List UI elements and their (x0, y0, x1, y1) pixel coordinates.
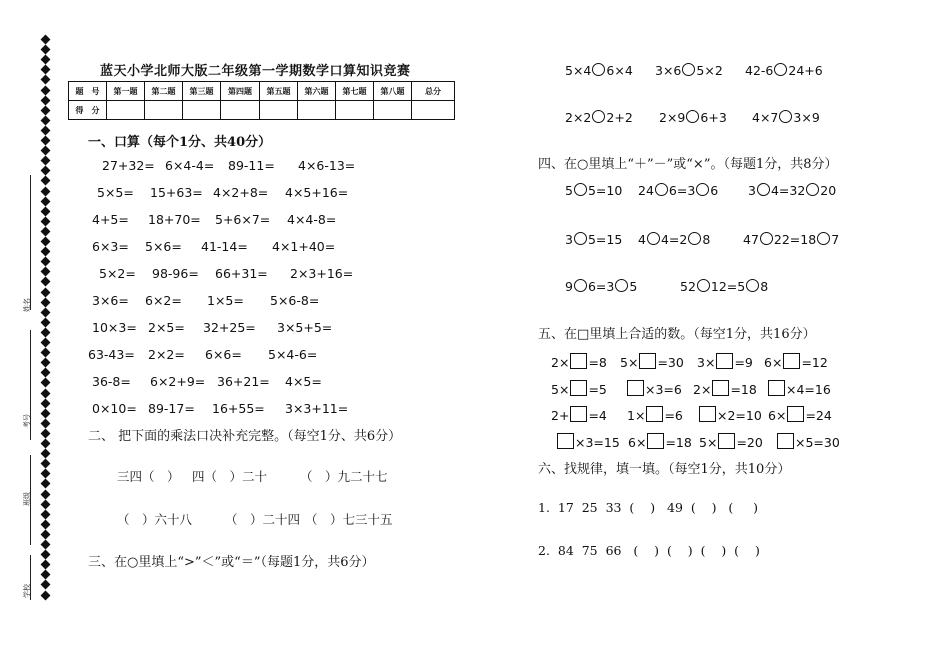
calc-problem: 63-43= (88, 347, 135, 362)
binding-diamond-icon (41, 257, 51, 267)
compare-right: 6×4 (606, 63, 633, 78)
operator-term: 5=15 (587, 232, 623, 247)
compare-left: 2×2 (565, 110, 592, 125)
calc-problem: 10×3= (92, 320, 137, 335)
answer-box[interactable] (646, 406, 663, 422)
answer-circle[interactable] (574, 232, 587, 245)
fill-term: =20 (736, 435, 763, 450)
fill-term: =24 (805, 408, 832, 423)
binding-diamond-icon (41, 166, 51, 176)
binding-diamond-icon (41, 247, 51, 257)
fill-term: 5× (620, 355, 639, 370)
answer-box[interactable] (768, 380, 785, 396)
sec2-item: 三四（ ） (117, 469, 180, 484)
compare-left: 42-6 (745, 63, 774, 78)
calc-problem: 2×3+16= (290, 266, 354, 281)
binding-diamond-icon (41, 378, 51, 388)
binding-diamond-icon (41, 590, 51, 600)
compare-problem (659, 110, 727, 125)
binding-diamond-icon (41, 125, 51, 135)
answer-box[interactable] (712, 380, 729, 396)
fill-term: ×4=16 (786, 382, 831, 397)
fill-term: =18 (665, 435, 692, 450)
calc-problem: 6×6= (205, 347, 242, 362)
sec4-heading: 四、在○里填上“＋”－”或“×”。（每题1分，共8分） (538, 157, 838, 172)
binding-diamond-icon (41, 570, 51, 580)
binding-diamond-icon (41, 115, 51, 125)
fill-box-problem (693, 380, 757, 397)
binding-diamond-icon (41, 560, 51, 570)
fill-box-problem (767, 380, 831, 397)
page-title: 蓝天小学北师大版二年级第一学期数学口算知识竞赛 (100, 64, 411, 79)
fill-box-problem (627, 406, 683, 423)
answer-box[interactable] (783, 353, 800, 369)
calc-problem: 5+6×7= (215, 212, 271, 227)
fill-box-problem (556, 433, 620, 450)
operator-term: 5=10 (587, 183, 623, 198)
operator-problem (743, 232, 839, 247)
operator-term: 24 (638, 183, 654, 198)
calc-problem: 4×1+40= (272, 239, 336, 254)
fill-term: ×3=15 (575, 435, 620, 450)
answer-circle[interactable] (686, 110, 699, 123)
answer-box[interactable] (639, 353, 656, 369)
binding-diamond-icon (41, 398, 51, 408)
fill-term: =8 (588, 355, 607, 370)
fill-box-problem (620, 353, 684, 370)
fill-box-problem (626, 380, 682, 397)
answer-box[interactable] (570, 380, 587, 396)
calc-problem: 0×10= (92, 401, 137, 416)
calc-problem: 4×2+8= (213, 185, 269, 200)
operator-term: 8 (702, 232, 711, 247)
score-row-label: 得 分 (69, 101, 107, 120)
binding-diamond-icon (41, 85, 51, 95)
sec2-item: （ ）九二十七 (300, 469, 388, 484)
binding-diamond-icon (41, 156, 51, 166)
compare-left: 3×6 (655, 63, 682, 78)
answer-circle[interactable] (615, 279, 628, 292)
answer-box[interactable] (647, 433, 664, 449)
operator-term: 20 (820, 183, 837, 198)
operator-term: 3 (565, 232, 573, 247)
side-label-class: 班级 (23, 492, 31, 506)
score-header-cell: 第四题 (221, 82, 260, 101)
answer-circle[interactable] (655, 183, 668, 196)
calc-problem: 89-17= (148, 401, 195, 416)
binding-diamond-icon (41, 136, 51, 146)
score-header-cell: 第三题 (183, 82, 221, 101)
fill-term: 3× (697, 355, 716, 370)
score-cell[interactable] (183, 101, 221, 120)
compare-problem (745, 63, 823, 78)
calc-problem: 66+31= (215, 266, 268, 281)
sec6-line1: 1. 17 25 33 ( ) 49 ( ) ( ) (538, 500, 759, 515)
operator-term: 8 (760, 279, 769, 294)
answer-circle[interactable] (757, 183, 770, 196)
binding-diamond-icon (41, 216, 51, 226)
binding-diamond-icon (41, 75, 51, 85)
answer-box[interactable] (570, 353, 587, 369)
binding-diamond-icon (41, 439, 51, 449)
fill-term: =12 (801, 355, 828, 370)
calc-problem: 16+55= (212, 401, 265, 416)
calc-problem: 89-11= (228, 158, 275, 173)
score-cell[interactable] (412, 101, 455, 120)
sec5-heading: 五、在□里填上合适的数。（每空1分，共16分） (538, 327, 816, 342)
binding-diamond-icon (41, 45, 51, 55)
calc-problem: 4×4-8= (287, 212, 337, 227)
answer-circle[interactable] (697, 279, 710, 292)
fill-box-problem (776, 433, 840, 450)
compare-right: 2+2 (606, 110, 633, 125)
binding-diamond-icon (41, 348, 51, 358)
calc-problem: 41-14= (201, 239, 248, 254)
binding-diamond-icon (41, 55, 51, 65)
answer-circle[interactable] (592, 110, 605, 123)
binding-diamond-icon (41, 206, 51, 216)
operator-term: 4=32 (770, 183, 806, 198)
fill-box-problem (699, 433, 763, 450)
calc-problem: 6×2+9= (150, 374, 206, 389)
operator-term: 9 (565, 279, 573, 294)
calc-problem: 3×6= (92, 293, 129, 308)
binding-diamond-icon (41, 317, 51, 327)
calc-problem: 6×2= (145, 293, 182, 308)
answer-circle[interactable] (574, 183, 587, 196)
binding-diamond-icon (41, 489, 51, 499)
answer-circle[interactable] (779, 110, 792, 123)
operator-term: 5 (565, 183, 573, 198)
fill-term: 6× (764, 355, 783, 370)
binding-diamond-icon (41, 237, 51, 247)
answer-box[interactable] (787, 406, 804, 422)
operator-problem (638, 183, 718, 198)
binding-diamond-icon (41, 540, 51, 550)
fill-term: =18 (730, 382, 757, 397)
binding-diamond-icon (41, 449, 51, 459)
calc-problem: 4×6-13= (298, 158, 356, 173)
calc-problem: 27+32= (102, 158, 155, 173)
sec6-heading: 六、找规律，填一填。（每空1分，共10分） (538, 462, 791, 477)
fill-box-problem (697, 353, 753, 370)
operator-problem (748, 183, 836, 198)
binding-diamond-icon (41, 105, 51, 115)
calc-problem: 5×5= (97, 185, 134, 200)
operator-problem (680, 279, 768, 294)
calc-problem: 4×5+16= (285, 185, 349, 200)
calc-problem: 2×5= (148, 320, 185, 335)
fill-term: ×5=30 (795, 435, 840, 450)
operator-term: 5 (629, 279, 638, 294)
calc-problem: 1×5= (207, 293, 244, 308)
binding-diamond-icon (41, 358, 51, 368)
fill-term: 2× (693, 382, 712, 397)
compare-right: 5×2 (696, 63, 723, 78)
score-cell[interactable] (107, 101, 145, 120)
compare-right: 3×9 (793, 110, 820, 125)
calc-problem: 5×2= (99, 266, 136, 281)
binding-diamond-icon (41, 388, 51, 398)
operator-term: 4=2 (660, 232, 688, 247)
fill-term: =9 (734, 355, 753, 370)
calc-problem: 5×6= (145, 239, 182, 254)
binding-diamond-icon (41, 529, 51, 539)
binding-diamond-icon (41, 95, 51, 105)
calc-problem: 6×3= (92, 239, 129, 254)
binding-diamond-icon (41, 327, 51, 337)
operator-problem (565, 183, 622, 198)
score-table (68, 81, 455, 120)
fill-term: =30 (657, 355, 684, 370)
fill-term: =5 (588, 382, 607, 397)
sec2-item: （ ）二十四 (225, 512, 301, 527)
fill-term: 5× (699, 435, 718, 450)
fill-term: =4 (588, 408, 607, 423)
operator-term: 22=18 (773, 232, 817, 247)
score-cell[interactable] (336, 101, 374, 120)
calc-problem: 5×6-8= (270, 293, 320, 308)
operator-term: 6 (710, 183, 719, 198)
operator-term: 47 (743, 232, 759, 247)
calc-problem: 4+5= (92, 212, 129, 227)
compare-problem (752, 110, 820, 125)
sec2-item: 四（ ）二十 (192, 469, 268, 484)
score-header-cell: 总分 (412, 82, 455, 101)
binding-diamond-icon (41, 408, 51, 418)
calc-problem: 18+70= (148, 212, 201, 227)
binding-diamond-icon (41, 550, 51, 560)
answer-circle[interactable] (817, 232, 830, 245)
binding-diamond-icon (41, 226, 51, 236)
calc-problem: 36+21= (217, 374, 270, 389)
fill-box-problem (551, 380, 607, 397)
binding-diamond-icon (41, 338, 51, 348)
binding-diamond-icon (41, 267, 51, 277)
calc-problem: 2×2= (148, 347, 185, 362)
fill-term: 2× (551, 355, 570, 370)
calc-problem: 3×3+11= (285, 401, 349, 416)
fill-term: ×2=10 (717, 408, 762, 423)
operator-problem (565, 279, 637, 294)
operator-term: 6=3 (587, 279, 615, 294)
calc-problem: 5×4-6= (268, 347, 318, 362)
answer-box[interactable] (570, 406, 587, 422)
binding-diamond-icon (41, 186, 51, 196)
compare-left: 2×9 (659, 110, 686, 125)
sec2-item: （ ）七三十五 (305, 512, 393, 527)
answer-circle[interactable] (647, 232, 660, 245)
side-label-number: 考号 (23, 414, 31, 428)
fill-term: 6× (628, 435, 647, 450)
score-header-cell: 第二题 (145, 82, 183, 101)
answer-box[interactable] (557, 433, 574, 449)
score-cell[interactable] (260, 101, 298, 120)
compare-left: 4×7 (752, 110, 779, 125)
score-cell[interactable] (221, 101, 260, 120)
fill-term: ×3=6 (645, 382, 682, 397)
answer-box[interactable] (777, 433, 794, 449)
answer-circle[interactable] (746, 279, 759, 292)
fill-box-problem (551, 353, 607, 370)
side-label-name: 姓名 (23, 298, 31, 312)
calc-problem: 15+63= (150, 185, 203, 200)
operator-problem (565, 232, 622, 247)
calc-problem: 98-96= (152, 266, 199, 281)
answer-circle[interactable] (696, 183, 709, 196)
score-header-cell: 第七题 (336, 82, 374, 101)
operator-term: 6=3 (668, 183, 696, 198)
compare-right: 6+3 (700, 110, 727, 125)
fill-box-problem (698, 406, 762, 423)
binding-diamond-icon (41, 459, 51, 469)
sec6-line2: 2. 84 75 66 ( ) ( ) ( ) ( ) (538, 543, 760, 558)
fill-box-problem (628, 433, 692, 450)
fill-box-problem (551, 406, 607, 423)
calc-problem: 32+25= (203, 320, 256, 335)
compare-right: 24+6 (788, 63, 823, 78)
operator-term: 7 (831, 232, 840, 247)
calc-problem: 36-8= (92, 374, 131, 389)
side-label-school: 学校 (23, 584, 31, 598)
binding-margin (40, 36, 52, 602)
binding-diamond-icon (41, 65, 51, 75)
operator-term: 3 (748, 183, 756, 198)
answer-circle[interactable] (682, 63, 695, 76)
compare-left: 5×4 (565, 63, 592, 78)
compare-problem (565, 63, 633, 78)
binding-diamond-icon (41, 368, 51, 378)
answer-circle[interactable] (806, 183, 819, 196)
compare-problem (655, 63, 723, 78)
binding-diamond-icon (41, 307, 51, 317)
binding-diamond-icon (41, 277, 51, 287)
answer-box[interactable] (699, 406, 716, 422)
answer-circle[interactable] (774, 63, 787, 76)
binding-diamond-icon (41, 509, 51, 519)
fill-term: 5× (551, 382, 570, 397)
operator-problem (638, 232, 710, 247)
score-header-cell: 第六题 (298, 82, 336, 101)
calc-problem: 4×5= (285, 374, 322, 389)
binding-diamond-icon (41, 580, 51, 590)
fill-term: 1× (627, 408, 646, 423)
score-header-cell: 第一题 (107, 82, 145, 101)
calc-problem: 6×4-4= (165, 158, 215, 173)
score-cell[interactable] (298, 101, 336, 120)
answer-circle[interactable] (574, 279, 587, 292)
binding-diamond-icon (41, 287, 51, 297)
score-cell[interactable] (374, 101, 412, 120)
fill-box-problem (768, 406, 832, 423)
answer-box[interactable] (716, 353, 733, 369)
sec1-heading: 一、口算（每个1分、共40分） (88, 135, 272, 150)
compare-problem (565, 110, 633, 125)
binding-diamond-icon (41, 519, 51, 529)
answer-box[interactable] (718, 433, 735, 449)
sec2-heading: 二、 把下面的乘法口决补充完整。（每空1分、共6分） (88, 429, 402, 444)
operator-term: 52 (680, 279, 696, 294)
side-line-name (30, 175, 31, 310)
calc-problem: 3×5+5= (277, 320, 333, 335)
score-header-cell: 第五题 (260, 82, 298, 101)
binding-diamond-icon (41, 499, 51, 509)
fill-term: 6× (768, 408, 787, 423)
fill-term: 2+ (551, 408, 570, 423)
binding-diamond-icon (41, 297, 51, 307)
answer-box[interactable] (627, 380, 644, 396)
sec3-heading: 三、在○里填上“>”＜”或“＝”（每题1分，共6分） (88, 555, 375, 570)
score-header-cell: 第八题 (374, 82, 412, 101)
binding-diamond-icon (41, 176, 51, 186)
answer-circle[interactable] (592, 63, 605, 76)
binding-diamond-icon (41, 146, 51, 156)
score-cell[interactable] (145, 101, 183, 120)
binding-diamond-icon (41, 428, 51, 438)
operator-term: 12=5 (710, 279, 746, 294)
sec2-item: （ ）六十八 (117, 512, 193, 527)
operator-term: 4 (638, 232, 646, 247)
answer-circle[interactable] (688, 232, 701, 245)
score-header-cell: 题 号 (69, 82, 107, 101)
binding-diamond-icon (41, 418, 51, 428)
answer-circle[interactable] (760, 232, 773, 245)
binding-diamond-icon (41, 196, 51, 206)
fill-box-problem (764, 353, 828, 370)
binding-diamond-icon (41, 479, 51, 489)
binding-diamond-icon (41, 35, 51, 45)
fill-term: =6 (664, 408, 683, 423)
binding-diamond-icon (41, 469, 51, 479)
